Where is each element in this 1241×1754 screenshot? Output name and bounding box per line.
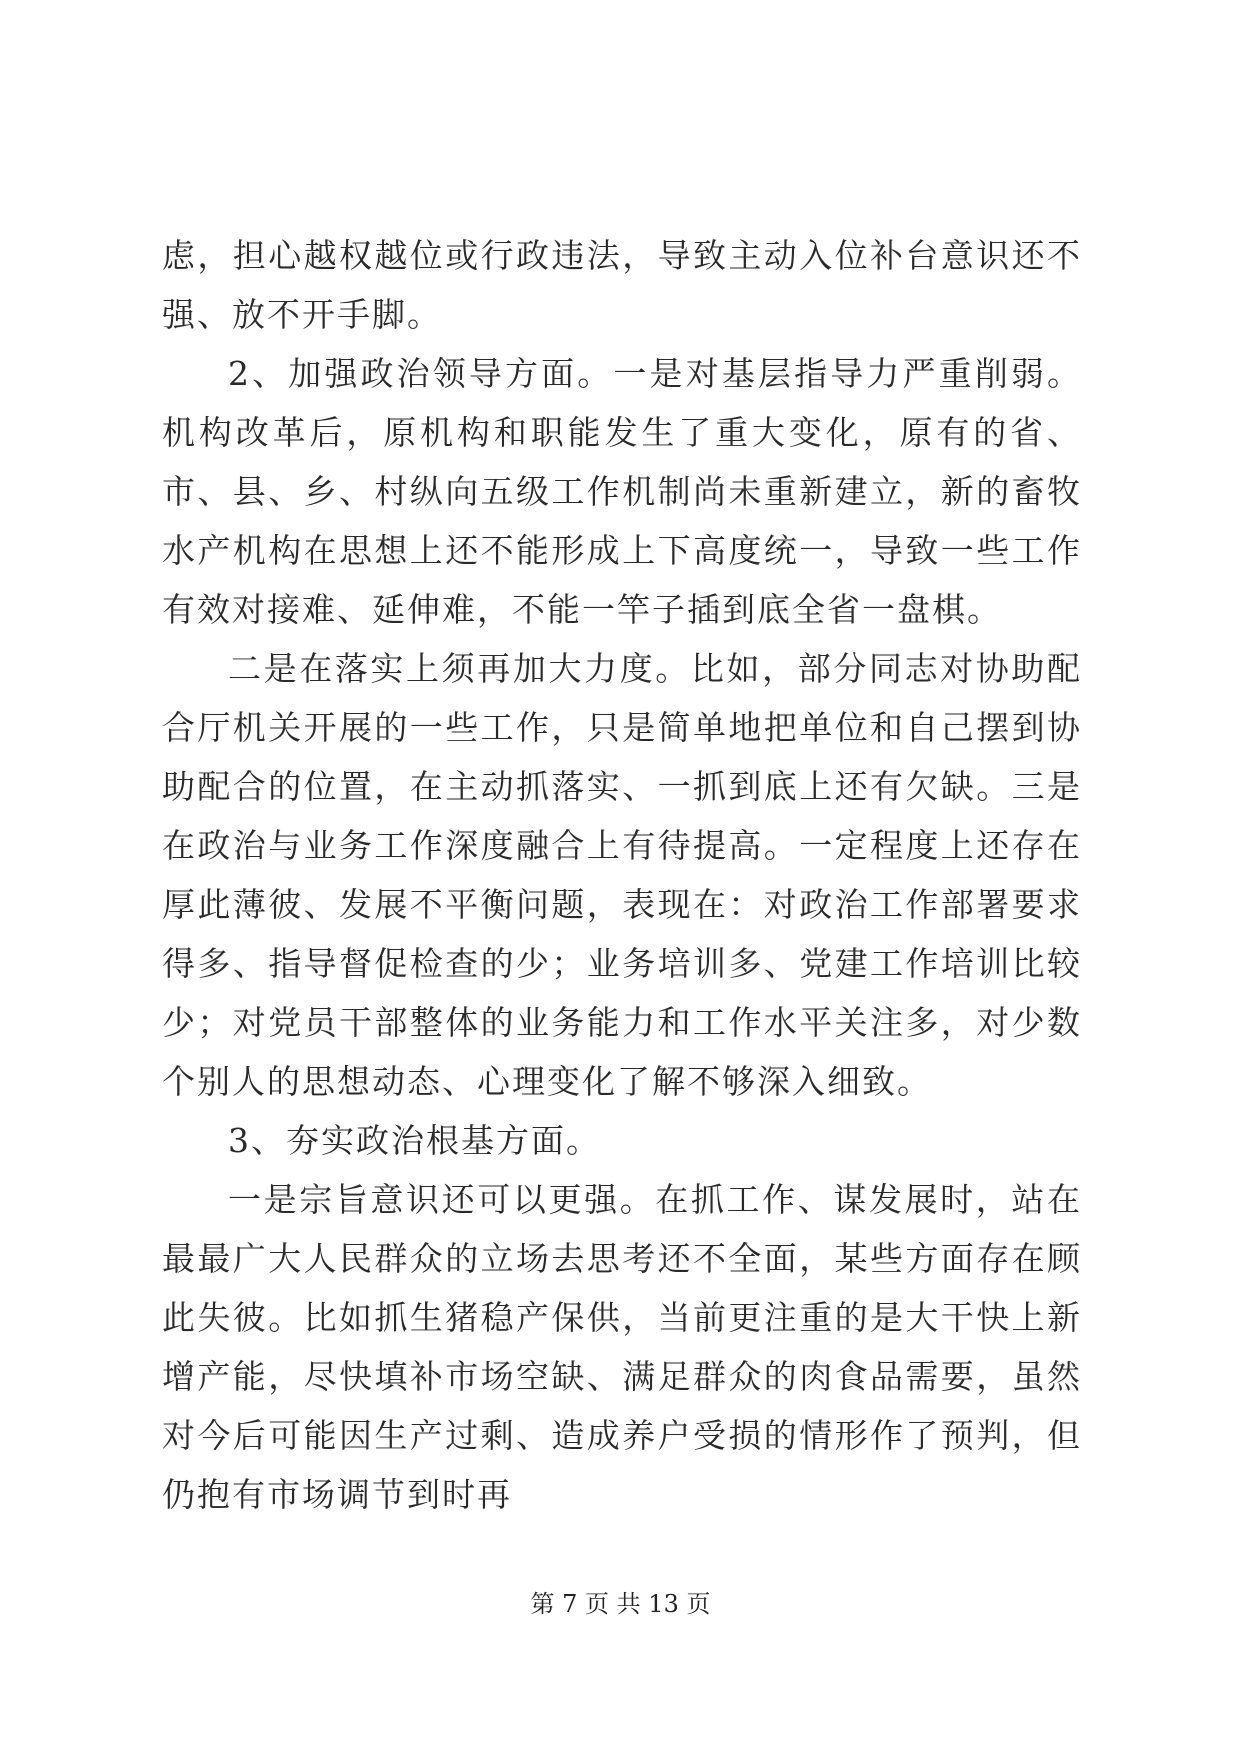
paragraph-political-foundation-heading: 3、夯实政治根基方面。 bbox=[228, 1121, 601, 1160]
page-number-footer: 第 7 页 共 13 页 bbox=[530, 1590, 711, 1618]
document-body bbox=[162, 226, 1082, 1524]
paragraph-political-leadership: 2、加强政治领导方面。一是对基层指导力严重削弱。机构改革后，原机构和职能发生了重大变化，原有的省、市、县、乡、村纵向五级工作机制尚未重新建立，新的畜牧水产机构在思想上还不能形成上下高度统一，导致一些工作有效对接难、延伸难，不能一竿子插到底全省一盘棋。 bbox=[162, 354, 1082, 629]
paragraph-continuation: 虑，担心越权越位或行政违法，导致主动入位补台意识还不强、放不开手脚。 bbox=[162, 236, 1082, 334]
paragraph-purpose-awareness: 一是宗旨意识还可以更强。在抓工作、谋发展时，站在最最广大人民群众的立场去思考还不全面，某些方面存在顾此失彼。比如抓生猪稳产保供，当前更注重的是大干快上新增产能，尽快填补市场空缺、满足群众的肉食品需要，虽然对今后可能因生产过剩、造成养户受损的情形作了预判，但仍抱有市场调节到时再 bbox=[162, 1180, 1082, 1514]
paragraph-implementation: 二是在落实上须再加大力度。比如，部分同志对协助配合厅机关开展的一些工作，只是简单地把单位和自己摆到协助配合的位置，在主动抓落实、一抓到底上还有欠缺。三是在政治与业务工作深度融合上有待提高。一定程度上还存在厚此薄彼、发展不平衡问题，表现在：对政治工作部署要求得多、指导督促检查的少；业务培训多、党建工作培训比较少；对党员干部整体的业务能力和工作水平关注多，对少数个别人的思想动态、心理变化了解不够深入细致。 bbox=[162, 649, 1082, 1101]
